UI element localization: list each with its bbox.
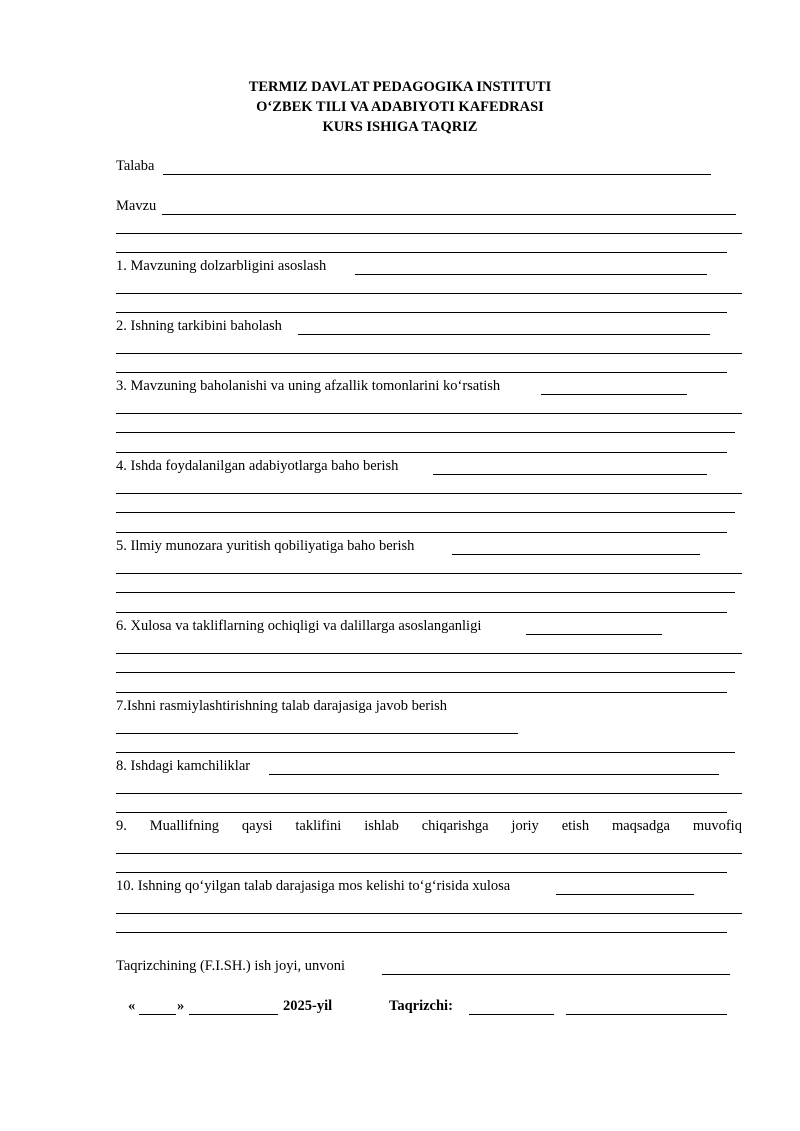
section-2-line[interactable]	[116, 372, 727, 373]
section-6-field-line[interactable]	[526, 634, 662, 635]
section-3-label: 3. Mavzuning baholanishi va uning afzallik tomonlarini ko‘rsatish	[116, 378, 501, 394]
section-9-line[interactable]	[116, 853, 742, 854]
date-year: 2025-yil	[283, 998, 333, 1014]
section-9-word: ishlab	[364, 818, 399, 834]
section-9-label	[116, 817, 742, 835]
section-9-word: 9.	[116, 818, 127, 834]
section-1-line[interactable]	[116, 312, 727, 313]
reviewer-signature-field[interactable]	[469, 1014, 554, 1015]
section-7-field-line[interactable]	[116, 733, 518, 734]
section-9-word: joriy	[511, 818, 539, 834]
reviewer-info-label: Taqrizchining (F.I.SH.) ish joyi, unvoni	[116, 958, 345, 974]
section-4-line[interactable]	[116, 493, 742, 494]
section-5-line[interactable]	[116, 592, 735, 593]
topic-field-line[interactable]	[162, 214, 736, 215]
section-6-line[interactable]	[116, 653, 742, 654]
section-3-line[interactable]	[116, 452, 727, 453]
department-name: O‘ZBEK TILI VA ADABIYOTI KAFEDRASI	[256, 99, 544, 115]
document-title: KURS ISHIGA TAQRIZ	[322, 119, 478, 135]
section-5-field-line[interactable]	[452, 554, 700, 555]
section-9-word: muvofiq	[692, 818, 742, 834]
topic-line[interactable]	[116, 233, 742, 234]
student-label: Talaba	[116, 158, 155, 174]
section-6-line[interactable]	[116, 692, 727, 693]
section-9-word: taklifini	[295, 818, 342, 834]
date-quote-open: «	[128, 998, 136, 1014]
section-4-label: 4. Ishda foydalanilgan adabiyotlarga baho berish	[116, 458, 399, 474]
section-8-field-line[interactable]	[269, 774, 719, 775]
section-7-label: 7.Ishni rasmiylashtirishning talab darajasiga javob berish	[116, 698, 448, 714]
institute-name: TERMIZ DAVLAT PEDAGOGIKA INSTITUTI	[248, 79, 552, 95]
section-1-field-line[interactable]	[355, 274, 707, 275]
section-9-word: Muallifning	[149, 818, 220, 834]
section-5-label: 5. Ilmiy munozara yuritish qobiliyatiga baho berish	[116, 538, 415, 554]
section-7-line[interactable]	[116, 752, 735, 753]
section-2-line[interactable]	[116, 353, 742, 354]
section-3-line[interactable]	[116, 432, 735, 433]
reviewer-name-field[interactable]	[566, 1014, 727, 1015]
section-1-line[interactable]	[116, 293, 742, 294]
section-1-label: 1. Mavzuning dolzarbligini asoslash	[116, 258, 327, 274]
section-4-field-line[interactable]	[433, 474, 707, 475]
section-8-label: 8. Ishdagi kamchiliklar	[116, 758, 251, 774]
section-9-word: chiqarishga	[421, 818, 489, 834]
topic-label: Mavzu	[116, 198, 157, 214]
section-4-line[interactable]	[116, 512, 735, 513]
section-5-line[interactable]	[116, 612, 727, 613]
section-9-word: maqsadga	[611, 818, 670, 834]
section-6-label: 6. Xulosa va takliflarning ochiqligi va dalillarga asoslanganligi	[116, 618, 482, 634]
student-field-line[interactable]	[163, 174, 711, 175]
section-9-word: qaysi	[241, 818, 273, 834]
date-month-field[interactable]	[189, 1014, 278, 1015]
section-4-line[interactable]	[116, 532, 727, 533]
reviewer-info-field-line[interactable]	[382, 974, 730, 975]
date-day-field[interactable]	[139, 1014, 176, 1015]
date-quote-close: »	[177, 998, 185, 1014]
section-10-label: 10. Ishning qo‘yilgan talab darajasiga mos kelishi to‘g‘risida xulosa	[116, 878, 511, 894]
section-2-field-line[interactable]	[298, 334, 710, 335]
section-5-line[interactable]	[116, 573, 742, 574]
section-9-line[interactable]	[116, 872, 727, 873]
section-10-field-line[interactable]	[556, 894, 694, 895]
section-9-word: etish	[561, 818, 590, 834]
topic-line[interactable]	[116, 252, 727, 253]
reviewer-signature-label: Taqrizchi:	[389, 998, 453, 1014]
section-10-line[interactable]	[116, 913, 742, 914]
section-6-line[interactable]	[116, 672, 735, 673]
section-2-label: 2. Ishning tarkibini baholash	[116, 318, 282, 334]
section-10-line[interactable]	[116, 932, 727, 933]
section-3-field-line[interactable]	[541, 394, 687, 395]
section-8-line[interactable]	[116, 793, 742, 794]
section-3-line[interactable]	[116, 413, 742, 414]
section-8-line[interactable]	[116, 812, 727, 813]
